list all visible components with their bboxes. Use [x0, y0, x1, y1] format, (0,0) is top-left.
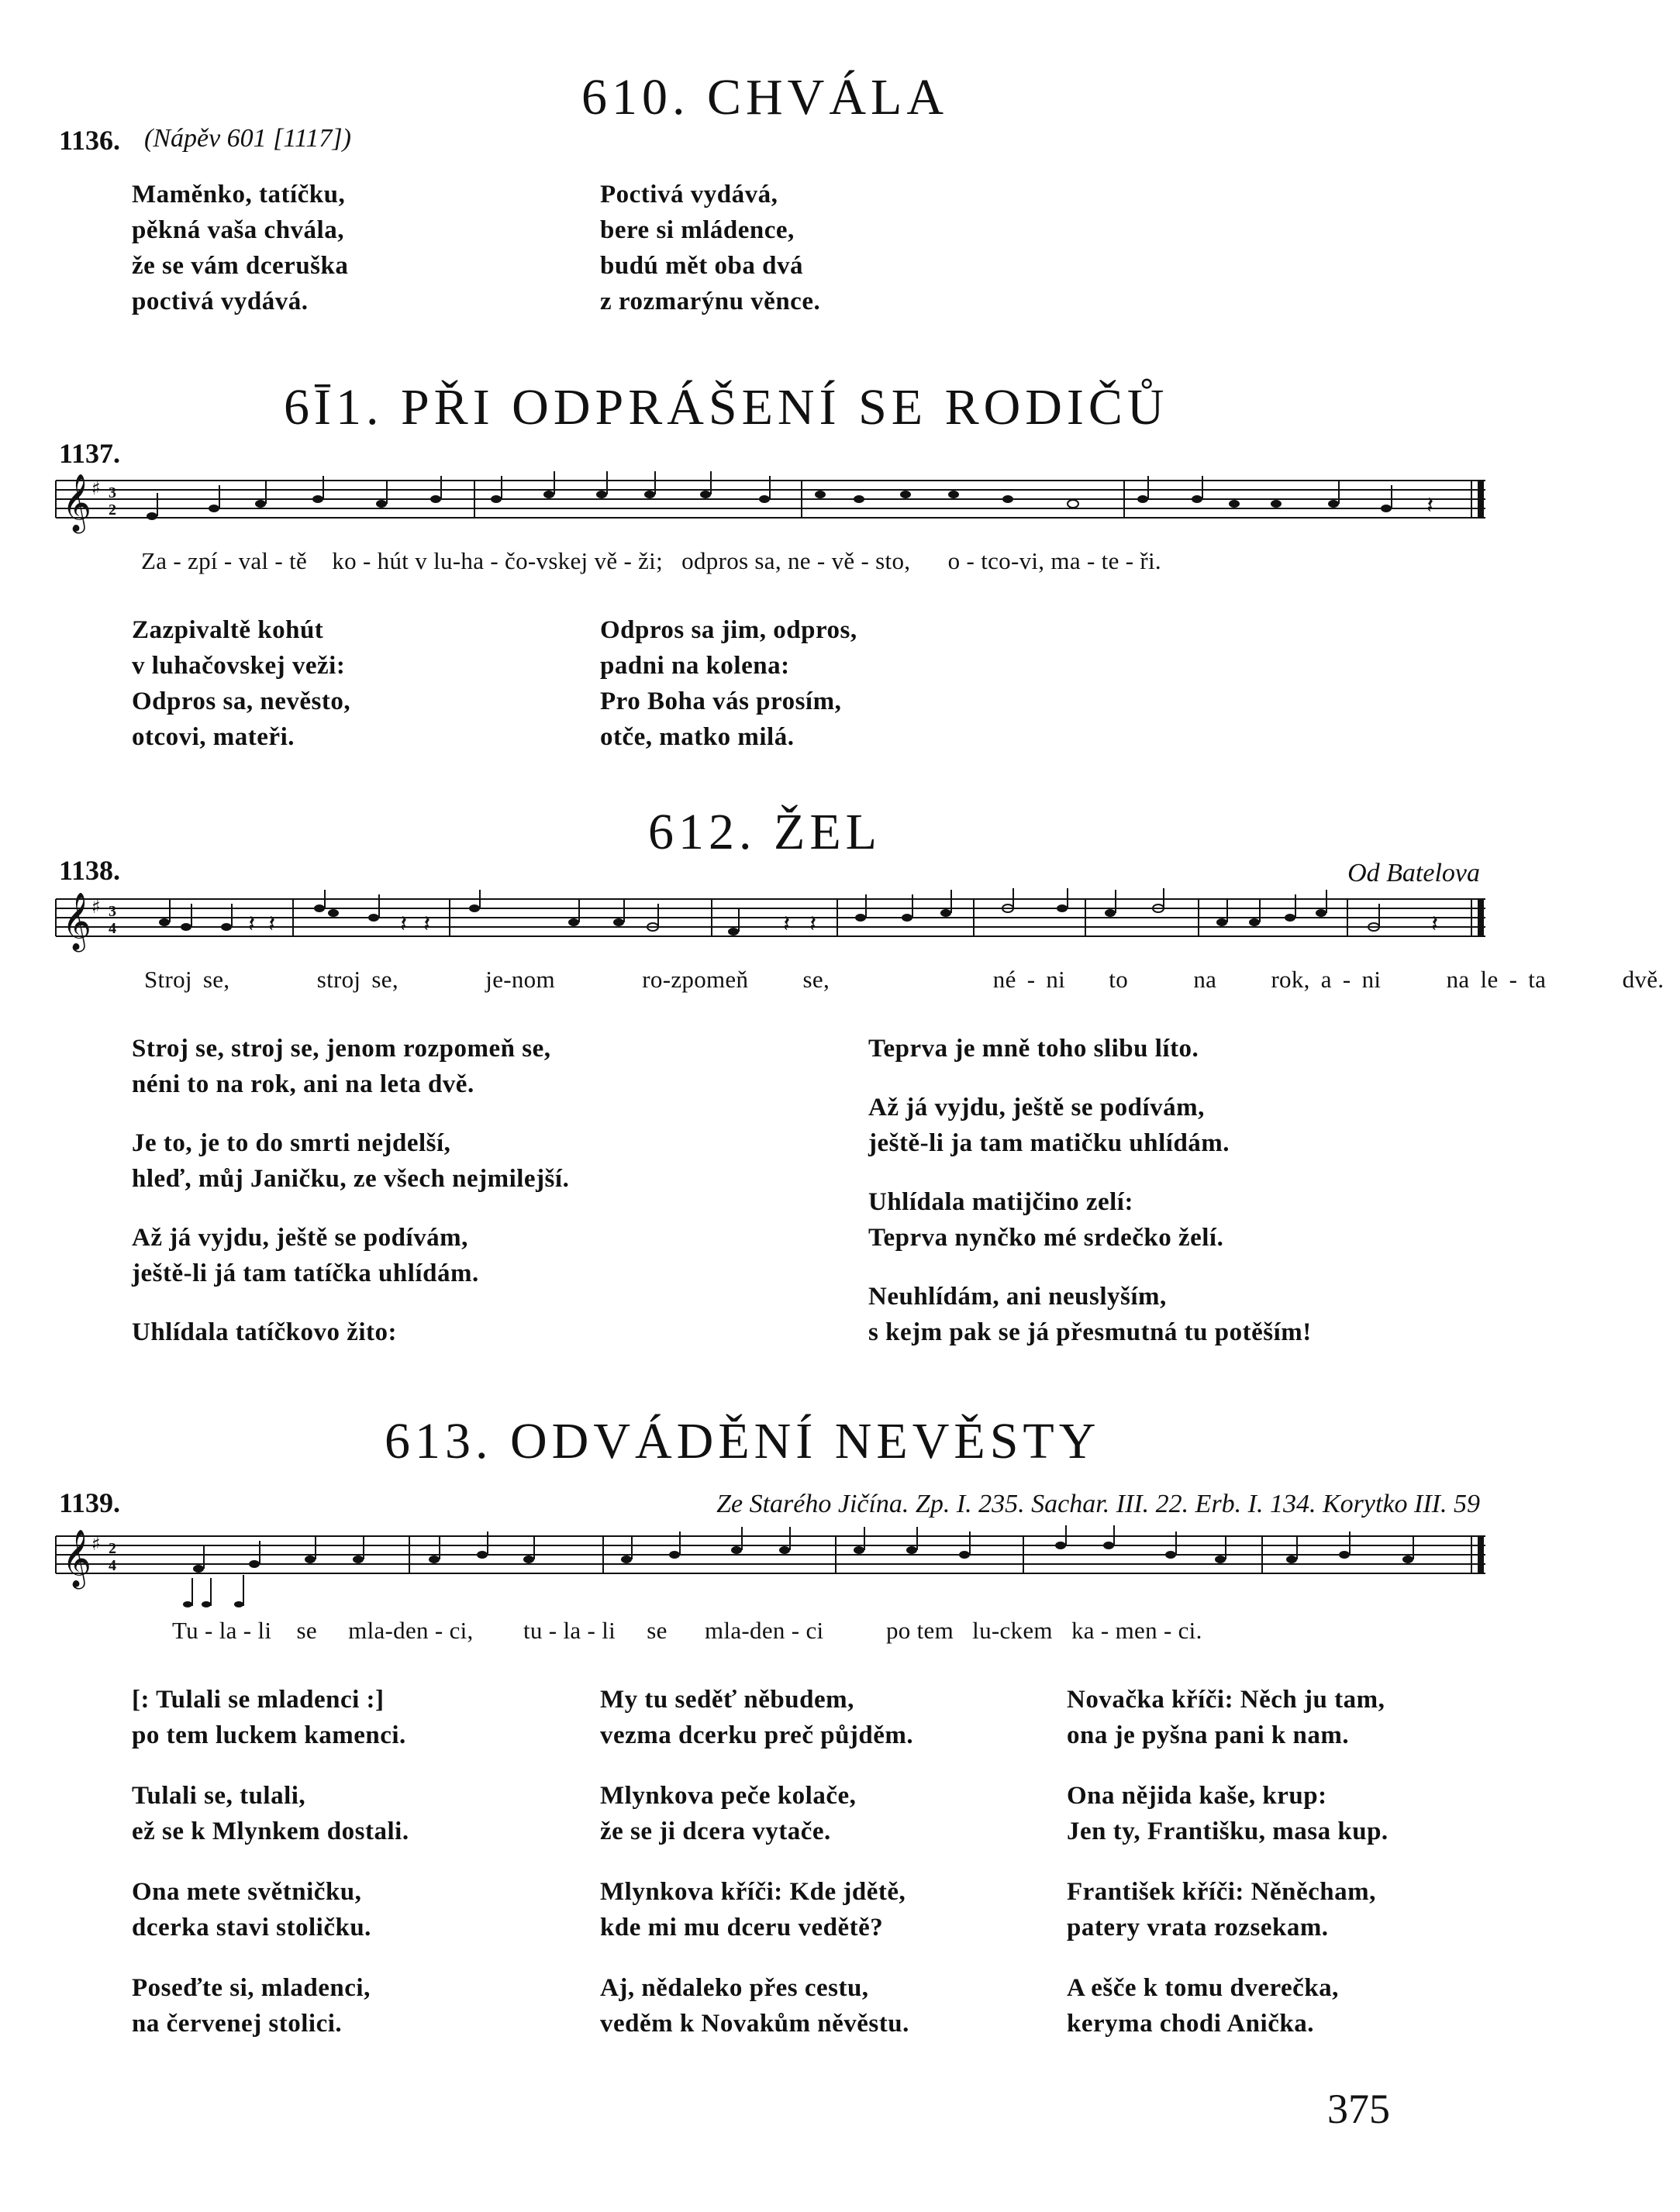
lyrics-line-1139	[172, 1617, 1202, 1645]
svg-text:𝄽: 𝄽	[400, 911, 408, 938]
syllable: v lu-ha	[415, 547, 485, 574]
verse-line: Uhlídala matijčino zelí:	[868, 1188, 1133, 1216]
syllable: ži;	[638, 547, 664, 574]
syllable: ři.	[1140, 547, 1161, 574]
syllable: lu-ckem	[972, 1617, 1053, 1644]
verse-line: veděm k Novakům něvěstu.	[600, 2010, 909, 2038]
lyrics-line-1137	[141, 547, 1161, 575]
verse-line: kde mi mu dceru vedětě?	[600, 1914, 884, 1942]
syllable: val	[238, 547, 269, 574]
verse-line: v luhačovskej veži:	[132, 652, 346, 680]
verse-line: Uhlídala tatíčkovo žito:	[132, 1318, 397, 1346]
melody-reference: (Nápěv 601 [1117])	[144, 124, 351, 153]
verse-line: bere si mládence,	[600, 216, 795, 244]
syllable: o	[947, 547, 961, 574]
syllable: ni	[1046, 966, 1066, 993]
stanza	[132, 612, 350, 755]
svg-text:2: 2	[109, 501, 116, 519]
svg-text:𝄽: 𝄽	[248, 911, 256, 938]
svg-text:𝄽: 𝄽	[1431, 911, 1439, 938]
verse-line: otče, matko milá.	[600, 723, 795, 751]
verse-line: Tulali se, tulali,	[132, 1782, 306, 1810]
svg-text:𝄽: 𝄽	[268, 911, 276, 938]
hyphen: -	[623, 547, 633, 574]
verse-line: Ona nějida kaše, krup:	[1067, 1782, 1327, 1810]
syllable: Stroj se,	[144, 966, 230, 993]
svg-text:𝄞: 𝄞	[62, 474, 91, 532]
hyphen: -	[490, 547, 498, 574]
syllable: mla-den	[348, 1617, 429, 1644]
music-staff-1137	[0, 465, 1680, 558]
syllable: odpros sa,	[681, 547, 781, 574]
syllable: la	[219, 1617, 237, 1644]
hyphen: -	[791, 1617, 800, 1644]
syllable: né	[992, 966, 1016, 993]
syllable: ro-zpomeň	[642, 966, 749, 993]
syllable: vě	[594, 547, 618, 574]
hyphen: -	[816, 547, 826, 574]
stanza	[600, 177, 820, 319]
verse-line: Neuhlídám, ani neuslyším,	[868, 1283, 1167, 1311]
verse-line: Mlynkova peče kolače,	[600, 1782, 857, 1810]
syllable: men	[1115, 1617, 1157, 1644]
hyphen: -	[243, 1617, 252, 1644]
verse-line: [: Tulali se mladenci :]	[132, 1686, 385, 1714]
verse-line: Odpros sa, nevěsto,	[132, 687, 351, 715]
verse-line: Novačka kříči: Něch ju tam,	[1067, 1686, 1385, 1714]
syllable: čo-vskej	[505, 547, 588, 574]
verse-line: Aj, nědaleko přes cestu,	[600, 1974, 869, 2002]
hyphen: -	[173, 547, 181, 574]
verse-line: František kříči: Něněcham,	[1067, 1878, 1376, 1906]
svg-text:2: 2	[109, 1540, 116, 1557]
verse-line: My tu seděť něbudem,	[600, 1686, 854, 1714]
stanza-column-left	[132, 1031, 569, 1350]
verse-line: ež se k Mlynkem dostali.	[132, 1817, 409, 1845]
verse-line: že se ji dcera vytače.	[600, 1817, 831, 1845]
syllable: mla-den	[705, 1617, 785, 1644]
syllable: ci.	[1178, 1617, 1202, 1644]
verse-line: Teprva nynčko mé srdečko želí.	[868, 1224, 1224, 1252]
syllable: zpí	[188, 547, 218, 574]
syllable: ne	[787, 547, 811, 574]
song-number-1137: 1137.	[59, 438, 121, 469]
verse-line: Maměnko, tatíčku,	[132, 181, 346, 208]
svg-text:4: 4	[109, 1557, 116, 1574]
music-staff-1138	[0, 884, 1680, 977]
song-number-1138: 1138.	[59, 855, 121, 886]
verse-line: Až já vyjdu, ještě se podívám,	[868, 1094, 1205, 1122]
hyphen: -	[223, 547, 233, 574]
hyphen: -	[1026, 966, 1036, 993]
syllable: se	[647, 1617, 668, 1644]
stanza	[132, 177, 348, 319]
song-source: Od Batelova	[1347, 859, 1480, 887]
verse-line: Zazpivaltě kohút	[132, 616, 324, 644]
verse-line: po tem luckem kamenci.	[132, 1721, 406, 1749]
svg-text:𝄽: 𝄽	[809, 911, 817, 938]
syllable: to	[1109, 966, 1129, 993]
hyphen: -	[1342, 966, 1351, 993]
svg-text:♯: ♯	[91, 1533, 101, 1555]
verse-line: z rozmarýnu věnce.	[600, 288, 821, 315]
syllable: ko	[332, 547, 357, 574]
verse-line: Poseďte si, mladenci,	[132, 1974, 371, 2002]
verse-line: Poctivá vydává,	[600, 181, 778, 208]
verse-line: Stroj se, stroj se, jenom rozpomeň se,	[132, 1035, 551, 1063]
syllable: tě	[289, 547, 308, 574]
syllable: se,	[802, 966, 830, 993]
hyphen: -	[861, 547, 870, 574]
verse-line: s kejm pak se já přesmutná tu potěším!	[868, 1318, 1312, 1346]
syllable: la	[563, 1617, 581, 1644]
stanza-column-right	[868, 1031, 1312, 1350]
syllable: tu	[523, 1617, 543, 1644]
syllable: Tu	[172, 1617, 198, 1644]
verse-line: padni na kolena:	[600, 652, 790, 680]
lyrics-line-1138	[144, 966, 1664, 994]
svg-text:𝄽: 𝄽	[423, 911, 431, 938]
stanza-column-3	[1067, 1682, 1389, 2041]
verse-line: Jen ty, Františku, masa kup.	[1067, 1817, 1389, 1845]
syllable: ci,	[449, 1617, 474, 1644]
syllable: tco-vi,	[981, 547, 1045, 574]
syllable: stroj se,	[316, 966, 398, 993]
syllable: dvě.	[1622, 966, 1664, 993]
svg-text:3: 3	[109, 484, 116, 501]
stanza-column-1	[132, 1682, 409, 2041]
syllable: ma	[1050, 547, 1081, 574]
page-number: 375	[1327, 2086, 1390, 2132]
syllable: po tem	[885, 1617, 954, 1644]
verse-line: pěkná vaša chvála,	[132, 216, 344, 244]
song-source: Ze Starého Jičína. Zp. I. 235. Sachar. III. 22. Erb. I. 134. Korytko III. 59	[716, 1490, 1480, 1518]
verse-line: Až já vyjdu, ještě se podívám,	[132, 1224, 468, 1252]
hyphen: -	[1125, 547, 1134, 574]
verse-line: poctivá vydává.	[132, 288, 309, 315]
hyphen: -	[1086, 547, 1095, 574]
svg-text:𝄽: 𝄽	[1426, 492, 1434, 519]
hyphen: -	[587, 1617, 596, 1644]
verse-line: néni to na rok, ani na leta dvě.	[132, 1070, 474, 1098]
syllable: hút	[377, 547, 409, 574]
verse-line: ještě-li já tam tatíčka uhlídám.	[132, 1259, 479, 1287]
verse-line: Odpros sa jim, odpros,	[600, 616, 857, 644]
syllable: li	[257, 1617, 272, 1644]
verse-line: Mlynkova kříči: Kde jdětě,	[600, 1878, 906, 1906]
syllable: Za	[141, 547, 167, 574]
syllable: na le	[1446, 966, 1499, 993]
verse-line: vezma dcerku preč půjděm.	[600, 1721, 914, 1749]
svg-text:𝄞: 𝄞	[62, 1530, 91, 1587]
verse-line: otcovi, mateři.	[132, 723, 295, 751]
hyphen: -	[1163, 1617, 1172, 1644]
syllable: je-nom	[485, 966, 555, 993]
verse-line: Ona mete světničku,	[132, 1878, 362, 1906]
svg-text:4: 4	[109, 920, 116, 937]
verse-line: Pro Boha vás prosím,	[600, 687, 842, 715]
svg-text:♯: ♯	[91, 477, 101, 499]
stanza-column-2	[600, 1682, 913, 2041]
verse-line: na červenej stolici.	[132, 2010, 343, 2038]
syllable: ta	[1528, 966, 1547, 993]
syllable: ci	[806, 1617, 824, 1644]
verse-line: budú mět oba dvá	[600, 252, 803, 280]
syllable: se	[296, 1617, 317, 1644]
hyphen: -	[966, 547, 975, 574]
section-title-612: 612. ŽEL	[648, 804, 881, 860]
section-title-611: 6Ī1. PŘI ODPRÁŠENÍ SE RODIČŮ	[284, 379, 1169, 436]
stanza	[600, 612, 857, 755]
svg-text:3: 3	[109, 903, 116, 920]
syllable: ni	[1361, 966, 1382, 993]
verse-line: A ešče k tomu dverečka,	[1067, 1974, 1339, 2002]
verse-line: že se vám dceruška	[132, 252, 349, 280]
syllable: ka	[1071, 1617, 1095, 1644]
syllable: vě	[831, 547, 855, 574]
hyphen: -	[1100, 1617, 1109, 1644]
verse-line: ona je pyšna pani k nam.	[1067, 1721, 1350, 1749]
verse-line: ještě-li ja tam matičku uhlídám.	[868, 1129, 1230, 1157]
verse-line: dcerka stavi stoličku.	[132, 1914, 371, 1942]
song-number-1136: 1136.	[59, 125, 121, 156]
syllable: rok,	[1271, 966, 1310, 993]
section-title-610: 610. CHVÁLA	[581, 69, 948, 126]
verse-line: Je to, je to do smrti nejdelší,	[132, 1129, 451, 1157]
hyphen: -	[548, 1617, 557, 1644]
verse-line: Teprva je mně toho slibu líto.	[868, 1035, 1199, 1063]
syllable: na	[1193, 966, 1217, 993]
section-title-613: 613. ODVÁDĚNÍ NEVĚSTY	[385, 1413, 1101, 1469]
syllable: sto,	[875, 547, 911, 574]
hyphen: -	[434, 1617, 443, 1644]
hyphen: -	[274, 547, 284, 574]
verse-line: hleď, můj Janičku, ze všech nejmilejší.	[132, 1165, 570, 1193]
svg-text:𝄞: 𝄞	[62, 893, 91, 950]
svg-text:♯: ♯	[91, 896, 101, 918]
syllable: li	[602, 1617, 616, 1644]
syllable: te	[1101, 547, 1119, 574]
verse-line: patery vrata rozsekam.	[1067, 1914, 1329, 1942]
svg-text:𝄽: 𝄽	[783, 911, 791, 938]
verse-line: keryma chodi Anička.	[1067, 2010, 1314, 2038]
hyphen: -	[362, 547, 371, 574]
song-number-1139: 1139.	[59, 1487, 121, 1518]
syllable: a	[1320, 966, 1332, 993]
hyphen: -	[1509, 966, 1518, 993]
hyphen: -	[205, 1617, 213, 1644]
